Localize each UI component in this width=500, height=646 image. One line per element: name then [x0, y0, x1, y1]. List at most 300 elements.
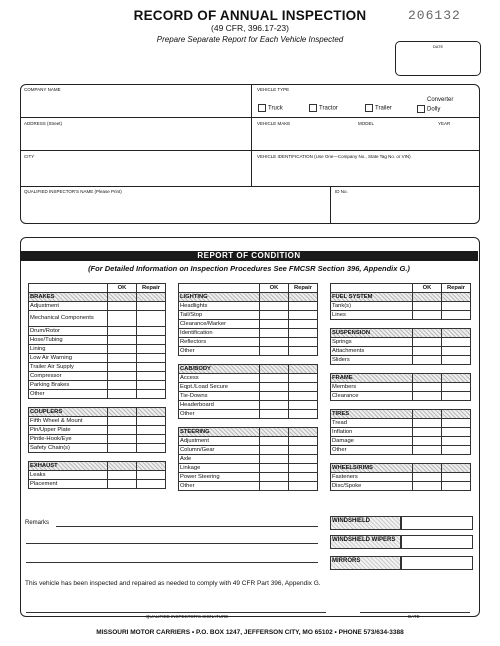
section-title: LIGHTING [179, 293, 260, 302]
section-repair-cell [289, 365, 318, 374]
mirrors-section: MIRRORS [330, 556, 402, 570]
section-repair-cell [442, 329, 471, 338]
converter-label: Converter [427, 97, 454, 103]
ok-cell[interactable] [413, 473, 442, 482]
item-label: Damage [331, 437, 413, 446]
ok-cell[interactable] [260, 302, 289, 311]
ok-cell[interactable] [108, 381, 137, 390]
spacer-cell [289, 356, 318, 365]
ok-cell[interactable] [108, 311, 137, 327]
ok-cell[interactable] [108, 426, 137, 435]
table-row [179, 410, 318, 419]
wipers-check[interactable] [400, 535, 473, 549]
ok-cell[interactable] [260, 311, 289, 320]
table-row [179, 455, 318, 464]
repair-cell[interactable] [442, 446, 471, 455]
vehicle-type-label: VEHICLE TYPE [257, 87, 290, 92]
repair-cell[interactable] [289, 383, 318, 392]
spacer-row [331, 401, 471, 410]
item-label: Identification [179, 329, 260, 338]
compliance-statement: This vehicle has been inspected and repaired as needed to comply with 49 CFR Part 396, Appendix G. [25, 580, 321, 587]
spacer-cell [442, 401, 471, 410]
section-title: BRAKES [29, 293, 108, 302]
repair-cell[interactable] [137, 426, 166, 435]
trailer-option[interactable]: Trailer [365, 104, 392, 112]
ok-cell[interactable] [108, 302, 137, 311]
tractor-option[interactable]: Tractor [309, 104, 338, 112]
signature-date-line[interactable] [360, 612, 470, 613]
item-label: Sliders [331, 356, 413, 365]
ok-cell[interactable] [260, 338, 289, 347]
divider [20, 186, 480, 187]
ok-header: OK [413, 284, 442, 293]
table-row [179, 311, 318, 320]
item-label: Attachments [331, 347, 413, 356]
repair-header: Repair [137, 284, 166, 293]
vehicle-id-label: VEHICLE IDENTIFICATION (Use One—Company No., State Tag No. or VIN) [257, 154, 411, 159]
repair-cell[interactable] [289, 338, 318, 347]
spacer-row [331, 365, 471, 374]
header-blank [331, 284, 413, 293]
table-row [331, 437, 471, 446]
form-title: RECORD OF ANNUAL INSPECTION [133, 8, 367, 23]
repair-cell[interactable] [289, 347, 318, 356]
item-label: Adjustment [179, 437, 260, 446]
ok-cell[interactable] [260, 320, 289, 329]
item-label: Trailer Air Supply [29, 363, 108, 372]
repair-cell[interactable] [289, 410, 318, 419]
table-row [179, 446, 318, 455]
remarks-line[interactable] [26, 543, 318, 544]
item-label: Other [29, 390, 108, 399]
item-label: Tail/Stop [179, 311, 260, 320]
section-row [29, 462, 166, 471]
table-row [29, 444, 166, 453]
repair-cell[interactable] [442, 482, 471, 491]
table-row [331, 311, 471, 320]
table-row [179, 329, 318, 338]
spacer-cell [442, 455, 471, 464]
section-ok-cell [260, 293, 289, 302]
table-row [179, 401, 318, 410]
ok-cell[interactable] [413, 428, 442, 437]
table-row [331, 338, 471, 347]
ok-cell[interactable] [108, 336, 137, 345]
spacer-cell [442, 365, 471, 374]
repair-cell[interactable] [442, 473, 471, 482]
section-repair-cell [289, 428, 318, 437]
repair-cell[interactable] [442, 302, 471, 311]
table-row [179, 374, 318, 383]
repair-cell[interactable] [289, 401, 318, 410]
ok-cell[interactable] [260, 392, 289, 401]
ok-cell[interactable] [260, 473, 289, 482]
ok-cell[interactable] [260, 455, 289, 464]
section-title: TIRES [331, 410, 413, 419]
section-repair-cell [289, 293, 318, 302]
section-row [331, 410, 471, 419]
ok-cell[interactable] [260, 329, 289, 338]
repair-cell[interactable] [137, 444, 166, 453]
section-row [29, 408, 166, 417]
spacer-row [331, 320, 471, 329]
table-row [179, 392, 318, 401]
item-label: Clearance [331, 392, 413, 401]
repair-cell[interactable] [289, 482, 318, 491]
repair-cell[interactable] [137, 390, 166, 399]
table-row [29, 426, 166, 435]
address-label: ADDRESS (Street) [24, 121, 63, 126]
item-label: Lining [29, 345, 108, 354]
date-box[interactable] [395, 41, 481, 76]
city-label: CITY [24, 154, 35, 159]
spacer-cell [137, 399, 166, 408]
ok-cell[interactable] [260, 410, 289, 419]
item-label: Pintle-Hook/Eye [29, 435, 108, 444]
ok-cell[interactable] [108, 471, 137, 480]
item-label: Tie-Downs [179, 392, 260, 401]
spacer-cell [413, 401, 442, 410]
item-label: Leaks [29, 471, 108, 480]
signature-label: QUALIFIED INSPECTOR'S SIGNATURE [146, 614, 229, 619]
company-name-label: COMPANY NAME [24, 87, 61, 92]
mirrors-check[interactable] [400, 556, 473, 570]
model-label: MODEL [358, 121, 375, 126]
remarks-line[interactable] [56, 526, 318, 527]
repair-cell[interactable] [289, 392, 318, 401]
spacer-cell [331, 320, 413, 329]
ok-cell[interactable] [413, 311, 442, 320]
spacer-cell [442, 320, 471, 329]
report-subtitle: (For Detailed Information on Inspection Procedures See FMCSR Section 396, Appendix G.) [88, 264, 410, 273]
windshield-check[interactable] [400, 516, 473, 530]
section-row [331, 329, 471, 338]
section-repair-cell [137, 462, 166, 471]
signature-date-label: DATE [408, 614, 420, 619]
section-ok-cell [413, 329, 442, 338]
spacer-cell [331, 455, 413, 464]
vehicle-info-box [20, 84, 480, 224]
divider [20, 117, 480, 118]
repair-cell[interactable] [137, 345, 166, 354]
repair-cell[interactable] [137, 471, 166, 480]
ok-cell[interactable] [413, 419, 442, 428]
form-subtitle: (49 CFR, 396.17-23) [211, 23, 289, 33]
section-row [331, 374, 471, 383]
section-repair-cell [442, 374, 471, 383]
ok-cell[interactable] [108, 444, 137, 453]
repair-cell[interactable] [442, 437, 471, 446]
inspection-table-3 [330, 283, 471, 491]
repair-cell[interactable] [289, 446, 318, 455]
repair-cell[interactable] [442, 356, 471, 365]
spacer-cell [108, 399, 137, 408]
section-ok-cell [260, 365, 289, 374]
item-label: Access [179, 374, 260, 383]
table-row [29, 480, 166, 489]
ok-cell[interactable] [108, 435, 137, 444]
footer: MISSOURI MOTOR CARRIERS • P.O. BOX 1247, JEFFERSON CITY, MO 65102 • PHONE 573/634-3388 [96, 629, 404, 636]
repair-header: Repair [442, 284, 471, 293]
spacer-cell [413, 320, 442, 329]
item-label: Fasteners [331, 473, 413, 482]
spacer-cell [413, 365, 442, 374]
repair-cell[interactable] [137, 336, 166, 345]
ok-cell[interactable] [108, 480, 137, 489]
tractor-checkbox[interactable] [309, 104, 317, 112]
item-label: Drum/Rotor [29, 327, 108, 336]
item-label: Other [331, 446, 413, 455]
table-row [331, 302, 471, 311]
ok-cell[interactable] [413, 347, 442, 356]
trailer-checkbox[interactable] [365, 104, 373, 112]
table-row [29, 471, 166, 480]
table-row [29, 390, 166, 399]
table-header [29, 284, 166, 293]
ok-cell[interactable] [260, 464, 289, 473]
table-row [331, 482, 471, 491]
spacer-row [179, 356, 318, 365]
table-row [29, 363, 166, 372]
table-header [179, 284, 318, 293]
item-label: Springs [331, 338, 413, 347]
repair-header: Repair [289, 284, 318, 293]
table-row [179, 437, 318, 446]
section-repair-cell [442, 410, 471, 419]
repair-cell[interactable] [137, 302, 166, 311]
spacer-cell [331, 401, 413, 410]
repair-cell[interactable] [442, 311, 471, 320]
ok-cell[interactable] [413, 446, 442, 455]
item-label: Mechanical Components [29, 311, 108, 327]
repair-cell[interactable] [137, 381, 166, 390]
table-row [29, 327, 166, 336]
date-label: DATE [432, 44, 444, 49]
divider [330, 186, 331, 224]
truck-option[interactable]: Truck [258, 104, 283, 112]
ok-cell[interactable] [413, 338, 442, 347]
windshield-section: WINDSHIELD [330, 516, 402, 530]
section-ok-cell [260, 428, 289, 437]
section-ok-cell [413, 464, 442, 473]
ok-cell[interactable] [108, 327, 137, 336]
ok-cell[interactable] [260, 437, 289, 446]
table-row [331, 356, 471, 365]
spacer-cell [29, 453, 108, 462]
ok-cell[interactable] [260, 401, 289, 410]
section-row [179, 365, 318, 374]
repair-cell[interactable] [289, 311, 318, 320]
table-row [331, 446, 471, 455]
table-row [29, 381, 166, 390]
repair-cell[interactable] [137, 417, 166, 426]
item-label: Tank(s) [331, 302, 413, 311]
table-row [179, 482, 318, 491]
spacer-cell [108, 453, 137, 462]
section-title: CAB/BODY [179, 365, 260, 374]
divider [251, 84, 252, 187]
spacer-cell [413, 455, 442, 464]
table-row [29, 302, 166, 311]
repair-cell[interactable] [442, 428, 471, 437]
spacer-row [331, 455, 471, 464]
ok-cell[interactable] [260, 383, 289, 392]
table-row [29, 417, 166, 426]
table-row [331, 473, 471, 482]
ok-cell[interactable] [108, 372, 137, 381]
item-label: Headlights [179, 302, 260, 311]
remarks-line[interactable] [26, 562, 318, 563]
ok-cell[interactable] [108, 390, 137, 399]
spacer-cell [137, 453, 166, 462]
table-row [179, 464, 318, 473]
ok-header: OK [260, 284, 289, 293]
spacer-cell [29, 399, 108, 408]
repair-cell[interactable] [137, 480, 166, 489]
table-row [29, 372, 166, 381]
ok-cell[interactable] [260, 482, 289, 491]
table-row [331, 347, 471, 356]
serial-number: 206132 [408, 8, 461, 23]
ok-cell[interactable] [260, 446, 289, 455]
table-row [331, 392, 471, 401]
section-title: FUEL SYSTEM [331, 293, 413, 302]
spacer-cell [289, 419, 318, 428]
spacer-row [29, 453, 166, 462]
table-row [179, 338, 318, 347]
ok-header: OK [108, 284, 137, 293]
vehicle-make-label: VEHICLE MAKE [257, 121, 291, 126]
item-label: Inflation [331, 428, 413, 437]
section-title: WHEELS/RIMS [331, 464, 413, 473]
ok-cell[interactable] [260, 347, 289, 356]
inspection-table-2 [178, 283, 318, 491]
spacer-cell [260, 356, 289, 365]
spacer-cell [331, 365, 413, 374]
section-repair-cell [442, 293, 471, 302]
repair-cell[interactable] [137, 311, 166, 327]
repair-cell[interactable] [442, 347, 471, 356]
repair-cell[interactable] [442, 419, 471, 428]
table-row [179, 320, 318, 329]
item-label: Other [179, 347, 260, 356]
repair-cell[interactable] [289, 320, 318, 329]
repair-cell[interactable] [442, 338, 471, 347]
spacer-cell [179, 356, 260, 365]
section-ok-cell [108, 408, 137, 417]
table-row [29, 311, 166, 327]
item-label: Low Air Warning [29, 354, 108, 363]
section-repair-cell [137, 293, 166, 302]
section-row [29, 293, 166, 302]
ok-cell[interactable] [413, 392, 442, 401]
item-label: Tread [331, 419, 413, 428]
section-title: COUPLERS [29, 408, 108, 417]
section-ok-cell [108, 462, 137, 471]
repair-cell[interactable] [289, 437, 318, 446]
item-label: Column/Gear [179, 446, 260, 455]
ok-cell[interactable] [413, 302, 442, 311]
item-label: Reflectors [179, 338, 260, 347]
signature-line[interactable] [26, 612, 326, 613]
repair-cell[interactable] [289, 455, 318, 464]
table-row [331, 383, 471, 392]
table-row [331, 428, 471, 437]
repair-cell[interactable] [289, 329, 318, 338]
repair-cell[interactable] [137, 354, 166, 363]
repair-cell[interactable] [137, 363, 166, 372]
remarks-label: Remarks [25, 520, 50, 526]
section-ok-cell [413, 374, 442, 383]
item-label: Members [331, 383, 413, 392]
section-ok-cell [413, 293, 442, 302]
repair-cell[interactable] [289, 374, 318, 383]
item-label: Parking Brakes [29, 381, 108, 390]
section-ok-cell [413, 410, 442, 419]
spacer-row [179, 419, 318, 428]
inspection-table-1 [28, 283, 166, 489]
item-label: Pin/Upper Plate [29, 426, 108, 435]
repair-cell[interactable] [289, 464, 318, 473]
repair-cell[interactable] [137, 372, 166, 381]
ok-cell[interactable] [413, 356, 442, 365]
item-label: Linkage [179, 464, 260, 473]
ok-cell[interactable] [108, 354, 137, 363]
item-label: Axle [179, 455, 260, 464]
repair-cell[interactable] [442, 383, 471, 392]
item-label: Lines [331, 311, 413, 320]
repair-cell[interactable] [137, 327, 166, 336]
table-row [179, 383, 318, 392]
ok-cell[interactable] [108, 417, 137, 426]
section-repair-cell [137, 408, 166, 417]
section-row [331, 293, 471, 302]
spacer-cell [179, 419, 260, 428]
ok-cell[interactable] [108, 363, 137, 372]
ok-cell[interactable] [413, 482, 442, 491]
prepare-note: Prepare Separate Report for Each Vehicle Inspected [156, 35, 344, 44]
item-label: Hose/Tubing [29, 336, 108, 345]
header-blank [179, 284, 260, 293]
dolly-checkbox[interactable] [417, 105, 425, 113]
spacer-row [29, 399, 166, 408]
item-label: Compressor [29, 372, 108, 381]
ok-cell[interactable] [413, 437, 442, 446]
section-repair-cell [442, 464, 471, 473]
section-title: FRAME [331, 374, 413, 383]
truck-checkbox[interactable] [258, 104, 266, 112]
item-label: Headerboard [179, 401, 260, 410]
repair-cell[interactable] [289, 473, 318, 482]
repair-cell[interactable] [442, 392, 471, 401]
ok-cell[interactable] [260, 374, 289, 383]
year-label: YEAR [438, 121, 451, 126]
repair-cell[interactable] [137, 435, 166, 444]
item-label: Eqpt./Load Secure [179, 383, 260, 392]
table-row [29, 354, 166, 363]
item-label: Placement [29, 480, 108, 489]
ok-cell[interactable] [413, 383, 442, 392]
table-row [179, 473, 318, 482]
ok-cell[interactable] [108, 345, 137, 354]
section-row [179, 428, 318, 437]
section-row [331, 464, 471, 473]
item-label: Other [179, 410, 260, 419]
table-row [29, 345, 166, 354]
repair-cell[interactable] [289, 302, 318, 311]
dolly-option[interactable]: Dolly [417, 105, 440, 113]
wipers-section: WINDSHIELD WIPERS [330, 535, 402, 549]
